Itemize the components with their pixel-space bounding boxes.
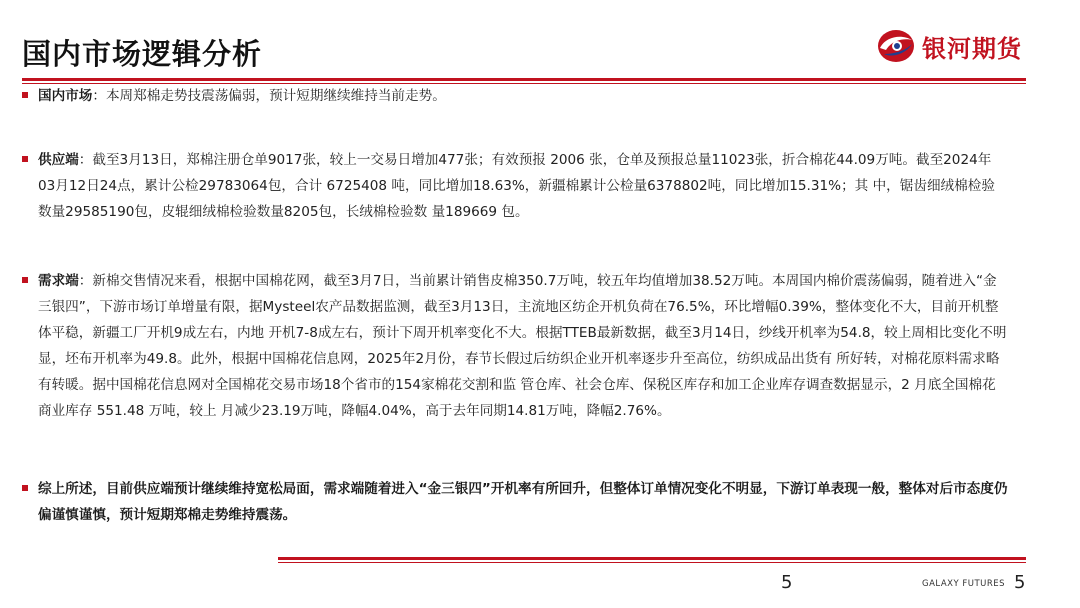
paragraph-text: ：新棉交售情况来看，根据中国棉花网，截至3月7日，当前累计销售皮棉350.7万吨，较五年均值增加38.52万吨。本周国内棉价震荡偏弱，随着进入“金三银四”，下游市场订单增量有限，据Mysteel农产品数据监测，截至3月13日，主流地区纺企开机负荷在76.5%，环比增幅0.39%，整体变化不大，目前开机整体平稳，新疆工厂开机9成左右，内地 开机7-8成左右，预计下周开机率变化不大。根据TTEB最新数据，截至3月14日，纱线开机率为54.8，较上周相比变化不明显，坯布开机率为49.8。此外，根据中国棉花信息网，2025年2月份，春节长假过后纺织企业开机率逐步升至高位，纺织成品出货有 所好转，对棉花原料需求略有转暖。据中国棉花信息网对全国棉花交易市场18个省市的154家棉花交割和监 管仓库、社会仓库、保税区库存和加工企业库存调查数据显示，2 月底全国棉花商业库存 551.48 万吨，较上 月减少23.19万吨，降幅4.04%，高于去年同期14.81万吨，降幅2.76%。 <box>38 273 1007 419</box>
company-logo <box>876 28 1022 64</box>
footer-brand: GALAXY FUTURES <box>922 579 1006 589</box>
paragraph-text: 综上所述，目前供应端预计继续维持宽松局面，需求端随着进入“金三银四”开机率有所回升，但整体订单情况变化不明显，下游订单表现一般，整体对后市态度仍偏谨慎谨慎，预计短期郑棉走势维持震荡。 <box>38 481 1008 523</box>
square-bullet-icon <box>22 485 28 491</box>
paragraph-text: ：截至3月13日，郑棉注册仓单9017张，较上一交易日增加477张；有效预报 2006 张，仓单及预报总量11023张，折合棉花44.09万吨。截至2024年03月12日24点，累计公检29783064包，合计 6725408 吨，同比增加18.63%，新疆棉累计公检量6378802吨，同比增加15.31%；其 中，锯齿细绒棉检验数量29585190包，皮辊细绒棉检验数量8205包，长绒棉检验数 量189669 包。 <box>38 152 995 220</box>
page-number: 5 <box>781 572 793 593</box>
paragraph-supply <box>38 147 1008 225</box>
page-title: 国内市场逻辑分析 <box>22 37 263 71</box>
galaxy-logo-icon <box>876 28 916 64</box>
header-divider <box>22 78 1026 81</box>
logo-text: 银河期货 <box>922 34 1022 63</box>
paragraph-label: 需求端 <box>38 273 79 289</box>
paragraph-label: 供应端 <box>38 152 79 168</box>
paragraph-summary <box>38 476 1008 528</box>
square-bullet-icon <box>22 156 28 162</box>
footer-divider-thin <box>278 562 1026 563</box>
square-bullet-icon <box>22 92 28 98</box>
footer-page-number: 5 <box>1014 572 1026 593</box>
square-bullet-icon <box>22 277 28 283</box>
paragraph-text: ：本周郑棉走势技震荡偏弱，预计短期继续维持当前走势。 <box>92 88 446 104</box>
paragraph-demand <box>38 268 1008 424</box>
paragraph-label: 国内市场 <box>38 88 93 104</box>
footer-divider <box>278 557 1026 560</box>
paragraph-domestic-market <box>38 83 1008 109</box>
